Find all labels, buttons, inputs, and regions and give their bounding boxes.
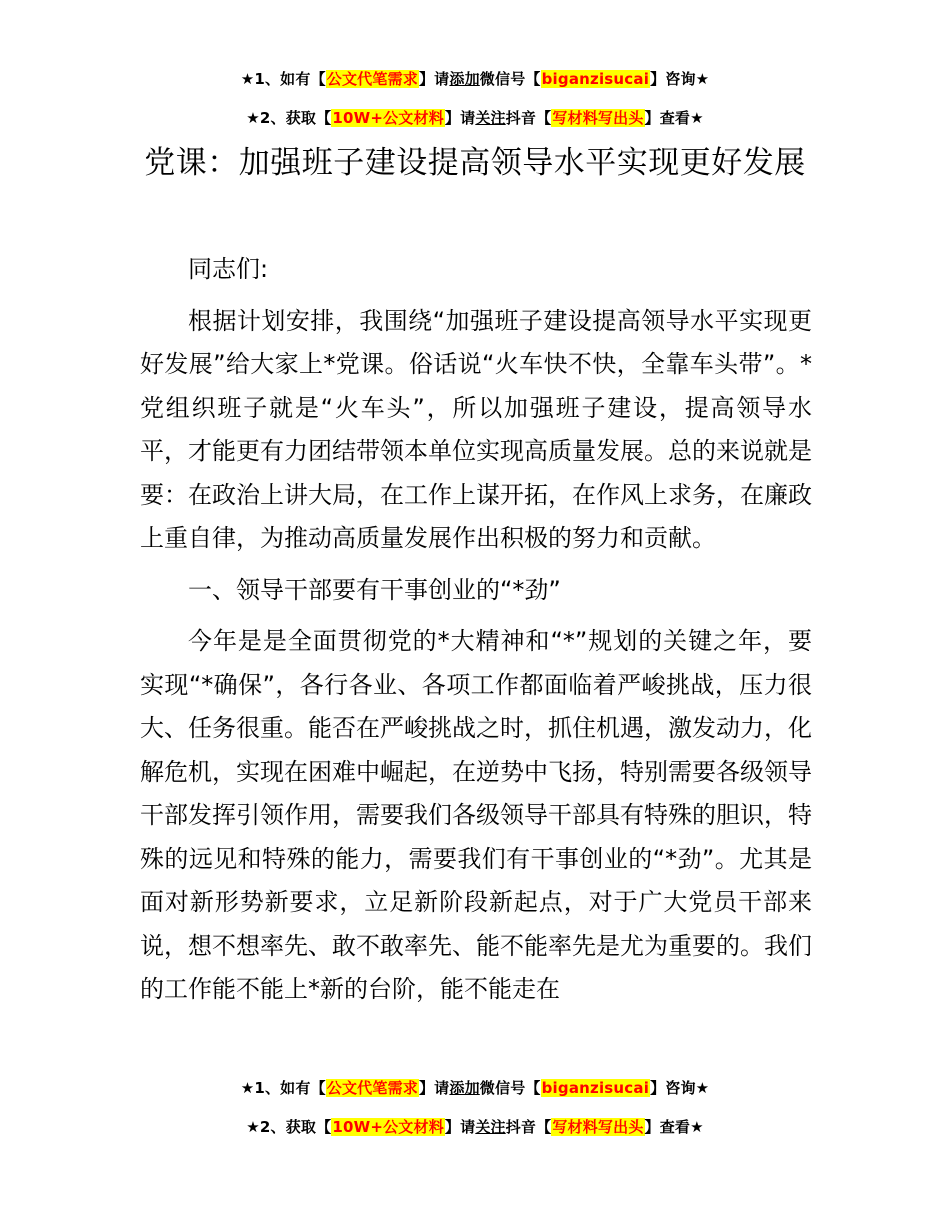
ad-highlight: 公文代笔需求 <box>326 1079 418 1097</box>
ad-text: 】请 <box>418 1079 450 1097</box>
ad-underlined: 关注 <box>475 109 506 127</box>
document-title: 党课：加强班子建设提高领导水平实现更好发展 <box>144 145 806 181</box>
ad-text: 】请 <box>444 1118 476 1136</box>
section-heading: 一、领导干部要有干事创业的“*劲” <box>188 575 561 604</box>
ad-text: ★1、如有【 <box>240 70 326 88</box>
ad-text: ★1、如有【 <box>240 1079 326 1097</box>
ad-highlight: biganzisucai <box>541 1079 650 1097</box>
ad-highlight: 公文代笔需求 <box>326 70 418 88</box>
ad-text: 抖音【 <box>505 109 552 127</box>
header-ad-line-2 <box>0 107 950 128</box>
ad-highlight: biganzisucai <box>541 70 650 88</box>
ad-highlight: 写材料写出头 <box>552 1118 644 1136</box>
ad-text: 微信号【 <box>479 70 541 88</box>
ad-text: 微信号【 <box>479 1079 541 1097</box>
ad-highlight: 10W+公文材料 <box>332 1118 444 1136</box>
footer-ad-line-1 <box>0 1077 950 1098</box>
ad-highlight: 10W+公文材料 <box>332 109 444 127</box>
ad-underlined: 添加 <box>449 1079 480 1097</box>
paragraph: 根据计划安排，我围绕“加强班子建设提高领导水平实现更好发展”给大家上*党课。俗话说“火车快不快，全靠车头带”。*党组织班子就是“火车头”，所以加强班子建设，提高领导水平，才能更有力团结带领本单位实现高质量发展。总的来说就是要：在政治上讲大局，在工作上谋开拓，在作风上求务，在廉政上重自律，为推动高质量发展作出积极的努力和贡献。 <box>140 306 812 552</box>
ad-text: 抖音【 <box>505 1118 552 1136</box>
ad-text: 】咨询★ <box>650 1079 710 1097</box>
ad-text: ★2、获取【 <box>246 1118 332 1136</box>
document-body <box>140 248 812 1012</box>
ad-text: 】咨询★ <box>650 70 710 88</box>
footer-ad-line-2 <box>0 1116 950 1137</box>
ad-text: ★2、获取【 <box>246 109 332 127</box>
ad-underlined: 关注 <box>475 1118 506 1136</box>
paragraph: 今年是是全面贯彻党的*大精神和“*”规划的关键之年，要实现“*确保”，各行各业、各项工作都面临着严峻挑战，压力很大、任务很重。能否在严峻挑战之时，抓住机遇，激发动力，化解危机，实现在困难中崛起，在逆势中飞扬，特别需要各级领导干部发挥引领作用，需要我们各级领导干部具有特殊的胆识，特殊的远见和特殊的能力，需要我们有干事创业的“*劲”。尤其是面对新形势新要求，立足新阶段新起点，对于广大党员干部来说，想不想率先、敢不敢率先、能不能率先是尤为重要的。我们的工作能不能上*新的台阶，能不能走在 <box>140 627 812 1003</box>
header-ad-line-1 <box>0 68 950 89</box>
ad-text: 】请 <box>418 70 450 88</box>
ad-text: 】查看★ <box>644 1118 704 1136</box>
ad-text: 】请 <box>444 109 476 127</box>
ad-underlined: 添加 <box>449 70 480 88</box>
salutation: 同志们: <box>188 255 269 283</box>
ad-text: 】查看★ <box>644 109 704 127</box>
ad-highlight: 写材料写出头 <box>552 109 644 127</box>
